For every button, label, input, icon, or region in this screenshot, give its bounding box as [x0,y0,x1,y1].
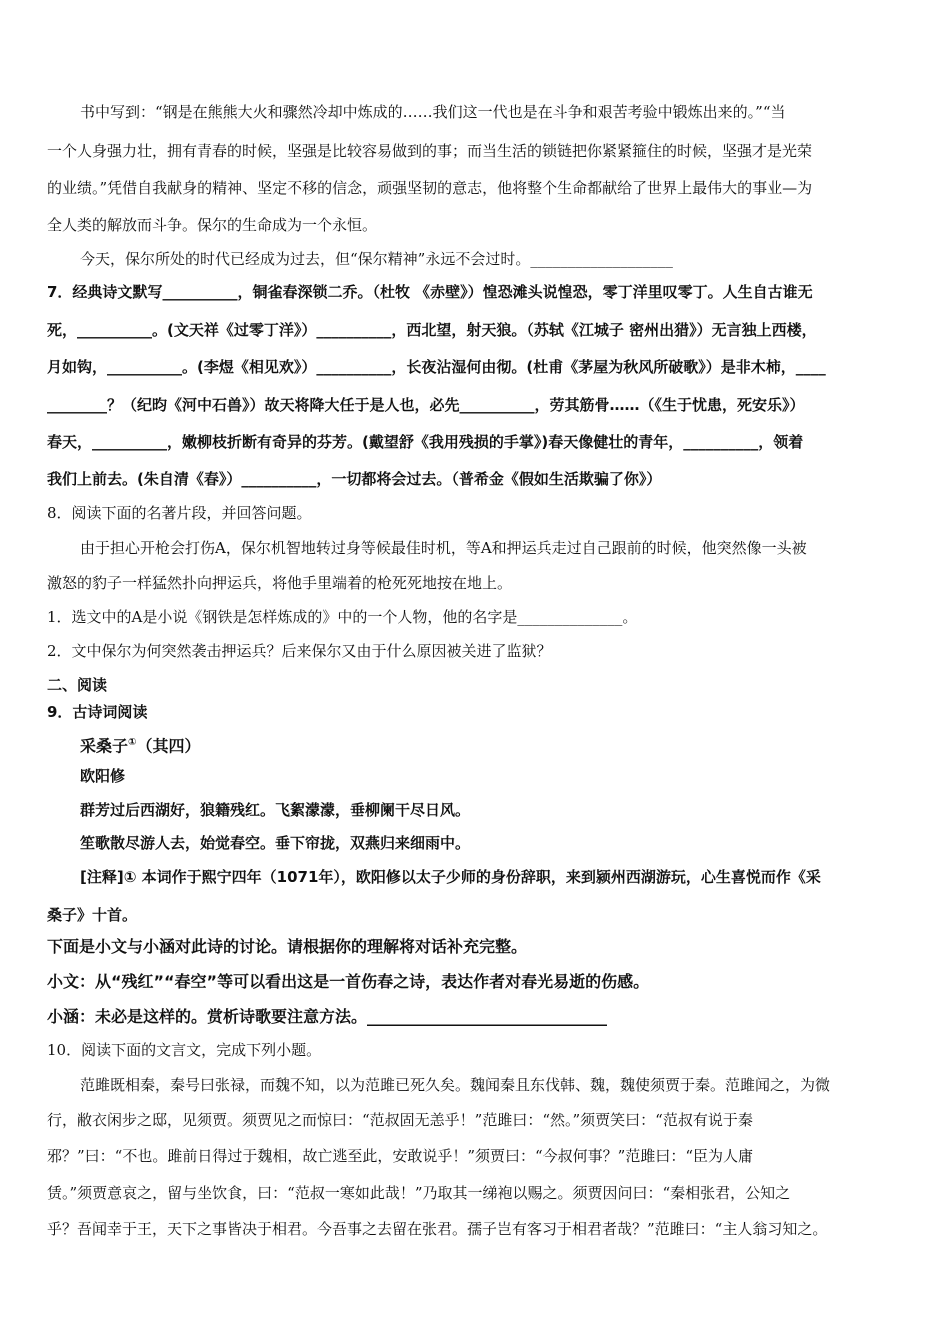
q8-passage-line-1: 由于担心开枪会打伤A，保尔机智地转过身等候最佳时机，等A和押运兵走过自己跟前的时候，他突然像一头被 [80,539,807,557]
q10-passage-line-3: 邪？”曰：“不也。雎前日得过于魏相，故亡逃至此，安敢说乎！”须贾曰：“今叔何事？”范雎曰：“臣为人庸 [47,1147,754,1165]
essay-line-5: 今天，保尔所处的时代已经成为过去，但“保尔精神”永远不会过时。___________________ [80,250,673,268]
essay-line-1: 书中写到：“钢是在熊熊大火和骤然冷却中炼成的……我们这一代也是在斗争和艰苦考验中锻炼出来的。”“当 [80,103,786,121]
poem-note-line-1: [注释]① 本词作于熙宁四年（1071年），欧阳修以太子少师的身份辞职，来到颍州西湖游玩，心生喜悦而作《采 [80,868,821,886]
poem-author: 欧阳修 [80,767,126,785]
q7-line-3: 月如钩，__________。(李煜《相见欢》）__________，长夜沾湿何由彻。(杜甫《茅屋为秋风所破歌》）是非木柿，____ [47,358,826,376]
q10-passage-line-1: 范雎既相秦，秦号曰张禄，而魏不知，以为范雎已死久矣。魏闻秦且东伐韩、魏，魏使须贾于秦。范雎闻之，为微 [80,1076,831,1094]
q9-title: 9．古诗词阅读 [47,703,148,721]
q8-sub-question-1: 1．选文中的A是小说《钢铁是怎样炼成的》中的一个人物，他的名字是______________。 [47,608,638,626]
q10-title: 10．阅读下面的文言文，完成下列小题。 [47,1041,322,1059]
discussion-intro: 下面是小文与小涵对此诗的讨论。请根据你的理解将对话补充完整。 [47,937,528,956]
essay-line-3: 的业绩。”凭借自我献身的精神、坚定不移的信念，顽强坚韧的意志，他将整个生命都献给了世界上最伟大的事业—为 [47,179,813,197]
q8-title: 8．阅读下面的名著片段，并回答问题。 [47,504,312,522]
poem-line-2: 笙歌散尽游人去，始觉春空。垂下帘拢，双燕归来细雨中。 [80,834,471,852]
q10-passage-line-5: 乎？吾闻幸于王，天下之事皆决于相君。今吾事之去留在张君。孺子岂有客习于相君者哉？”范雎曰：“主人翁习知之。 [47,1220,828,1238]
q8-passage-line-2: 激怒的豹子一样猛然扑向押运兵，将他手里端着的枪死死地按在地上。 [47,574,513,592]
poem-line-1: 群芳过后西湖好，狼籍残红。飞絮濛濛，垂柳阑干尽日风。 [80,801,471,819]
q10-passage-line-2: 行，敝衣闲步之邸，见须贾。须贾见之而惊曰：“范叔固无恙乎！”范雎曰：“然。”须贾笑曰：“范叔有说于秦 [47,1111,753,1129]
essay-line-2: 一个人身强力壮，拥有青春的时候，坚强是比较容易做到的事；而当生活的锁链把你紧紧箍住的时候，坚强才是光荣 [47,142,813,160]
q7-line-4: ________？（纪昀《河中石兽》）故天将降大任于是人也，必先__________，劳其筋骨……（《生于忧患，死安乐》） [47,396,805,414]
q7-line-2: 死，__________。(文天祥《过零丁洋》）__________，西北望，射天狼。（苏轼《江城子 密州出猎》）无言独上西楼， [47,321,817,339]
poem-note-line-2: 桑子》十首。 [47,906,138,924]
q10-passage-line-4: 赁。”须贾意哀之，留与坐饮食，曰：“范叔一寒如此哉！”乃取其一绨袍以赐之。须贾因问曰：“秦相张君，公知之 [47,1184,791,1202]
footnote-marker: ① [128,737,137,748]
poem-title: 采桑子①（其四） [80,736,201,756]
discussion-xiaowen: 小文：从“残红”“春空”等可以看出这是一首伤春之诗，表达作者对春光易逝的伤感。 [47,972,650,991]
essay-line-4: 全人类的解放而斗争。保尔的生命成为一个永恒。 [47,216,378,234]
section-heading: 二、阅读 [47,676,108,694]
discussion-xiaohan: 小涵：未必是这样的。赏析诗歌要注意方法。______________________________ [47,1007,608,1026]
q7-line-5: 春天，__________，嫩柳枝折断有奇异的芬芳。(戴望舒《我用残损的手掌》)春天像健壮的青年，__________，领着 [47,433,804,451]
q8-sub-question-2: 2．文中保尔为何突然袭击押运兵？后来保尔又由于什么原因被关进了监狱？ [47,642,552,660]
q7-line-6: 我们上前去。(朱自清《春》）__________，一切都将会过去。（普希金《假如生活欺骗了你》） [47,470,662,488]
q7-line-1: 7．经典诗文默写__________，铜雀春深锁二乔。（杜牧 《赤壁》）惶恐滩头说惶恐，零丁洋里叹零丁。人生自古谁无 [47,283,813,301]
